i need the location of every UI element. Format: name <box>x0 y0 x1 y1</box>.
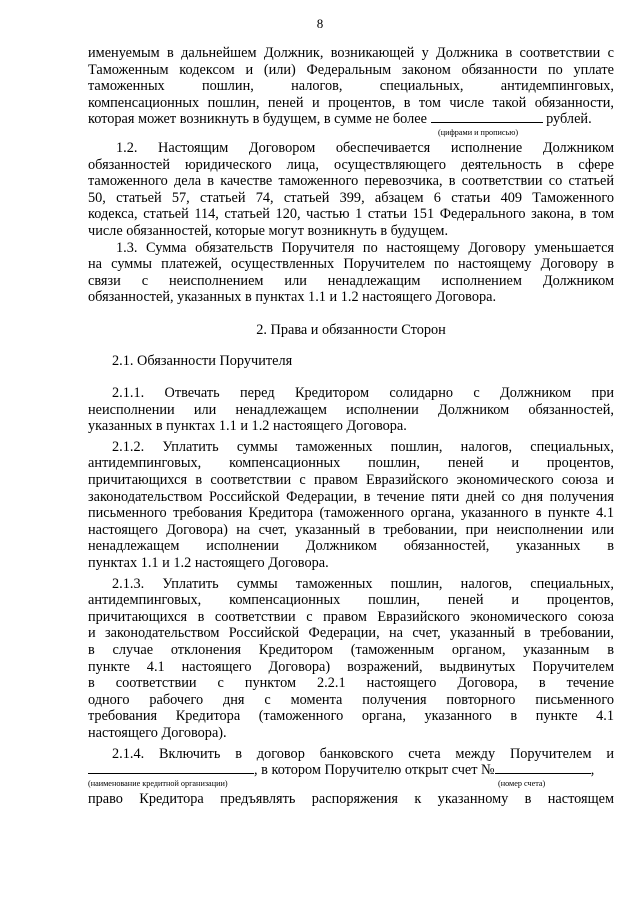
clause-1-3-line: 1.3. Сумма обязательств Поручителя по настоящему Договору уменьшается <box>116 239 614 256</box>
intro-line: Таможенным кодексом и (или) Федеральным законом обязанности по уплате <box>88 61 614 78</box>
clause-2-1-4-line: право Кредитора предъявлять распоряжения к указанному в настоящем <box>88 790 614 807</box>
clause-2-1-4-line-blanks <box>88 762 614 779</box>
clause-2-1-4-comma: , <box>590 762 595 779</box>
blank-hints-row <box>88 779 614 791</box>
amount-hint: (цифрами и прописью) <box>438 127 519 137</box>
clause-2-1-3-line: причитающихся в соответствии с правом Евразийского экономического союза <box>88 608 614 625</box>
clause-2-1-4-account-text: , в котором Поручителю открыт счет № <box>254 762 495 779</box>
section-2-heading: 2. Права и обязанности Сторон <box>256 321 446 338</box>
document-body <box>88 45 614 807</box>
clause-2-1-2-line: законодательством Российской Федерации, в течение пяти дней со дня получения <box>88 488 614 505</box>
clause-2-1-2-line: причитающихся в соответствии с правом Евразийского экономического союза и <box>88 472 614 489</box>
clause-1-2-line: обязанностей юридического лица, осуществляющего деятельность в сфере <box>88 156 614 173</box>
intro-line: таможенных пошлин, налогов, специальных, антидемпинговых, <box>88 78 614 95</box>
clause-1-2-line: таможенного дела в качестве таможенного перевозчика, в соответствии со статьей <box>88 173 614 190</box>
amount-hint-row <box>88 128 614 140</box>
clause-2-1-3-line: антидемпинговых, компенсационных пошлин, пеней и процентов, <box>88 592 614 609</box>
clause-2-1-3-line: в соответствии с пунктом 2.2.1 настоящего Договора, в течение <box>88 675 614 692</box>
intro-line: именуемым в дальнейшем Должник, возникающей у Должника в соответствии с <box>88 45 614 61</box>
clause-2-1-4-line: 2.1.4. Включить в договор банковского счета между Поручителем и <box>112 745 614 762</box>
intro-amount-text: которая может возникнуть в будущем, в сумме не более <box>88 111 427 128</box>
clause-2-1-3-line: одного рабочего дня с момента получения повторного письменного <box>88 691 614 708</box>
intro-rubles-text: рублей. <box>546 111 592 128</box>
clause-2-1-2-line: письменного требования Кредитора (таможенного органа, указанного в пункте 4.1 <box>88 505 614 522</box>
page-number: 8 <box>316 16 324 31</box>
clause-1-2-line: кодекса, статьей 114, статьей 120, частью 1 статьи 151 Федерального закона, в том <box>88 206 614 223</box>
intro-line-amount <box>88 111 614 128</box>
clause-2-1-2-line: антидемпинговых, компенсационных пошлин, пеней и процентов, <box>88 455 614 472</box>
clause-2-1-2-line: пунктах 1.1 и 1.2 настоящего Договора. <box>88 555 329 572</box>
clause-1-2-line: 50, статьей 57, статьей 74, статьей 399, абзацем 6 статьи 409 Таможенного <box>88 189 614 206</box>
clause-2-1-3-line: и законодательством Российской Федерации, на счет, указанный в требовании, <box>88 625 614 642</box>
clause-2-1-1-line: 2.1.1. Отвечать перед Кредитором солидарно с Должником при <box>112 385 614 402</box>
clause-2-1-3-line: настоящего Договора). <box>88 724 227 741</box>
clause-2-1-2-line: ненадлежащем исполнении Должником обязанностей, указанных в <box>88 538 614 555</box>
bank-name-blank-field[interactable] <box>88 773 254 774</box>
clause-2-1-3-line: требования Кредитора (таможенного органа, указанного в пункте 4.1 <box>88 708 614 725</box>
subsection-2-1-heading: 2.1. Обязанности Поручителя <box>112 352 293 369</box>
clause-2-1-3-line: 2.1.3. Уплатить суммы таможенных пошлин, налогов, специальных, <box>112 575 614 592</box>
clause-1-3-line: обязанностей, указанных в пунктах 1.1 и 1.2 настоящего Договора. <box>88 289 497 306</box>
bank-name-hint: (наименование кредитной организации) <box>88 778 228 788</box>
clause-2-1-3-line: в случае отклонения Кредитором (таможенным органом, указанным в <box>88 642 614 658</box>
clause-2-1-1-line: неисполнении или ненадлежащем исполнении Должником обязанностей, <box>88 401 614 418</box>
intro-line: компенсационных пошлин, пеней и процентов, в том числе такой обязанности, <box>88 94 614 111</box>
clause-2-1-3-line: пункте 4.1 настоящего Договора) возражений, выдвинутых Поручителем <box>88 658 614 675</box>
clause-1-2-line: 1.2. Настоящим Договором обеспечивается исполнение Должником <box>116 139 614 156</box>
account-number-hint: (номер счета) <box>498 778 546 788</box>
clause-2-1-1-line: указанных в пунктах 1.1 и 1.2 настоящего Договора. <box>88 418 407 435</box>
clause-1-3-line: на суммы платежей, осуществленных Поручителем по настоящему Договору в <box>88 256 614 273</box>
clause-1-2-line: числе обязанностей, которые могут возникнуть в будущем. <box>88 222 449 239</box>
account-number-blank-field[interactable] <box>495 773 591 774</box>
clause-2-1-2-line: настоящего Договора) на счет, указанный в требовании, при неисполнении или <box>88 521 614 538</box>
clause-1-3-line: связи с неисполнением или ненадлежащим исполнением Должником <box>88 272 614 289</box>
amount-blank-field[interactable] <box>431 122 543 123</box>
clause-2-1-2-line: 2.1.2. Уплатить суммы таможенных пошлин, налогов, специальных, <box>112 438 614 455</box>
